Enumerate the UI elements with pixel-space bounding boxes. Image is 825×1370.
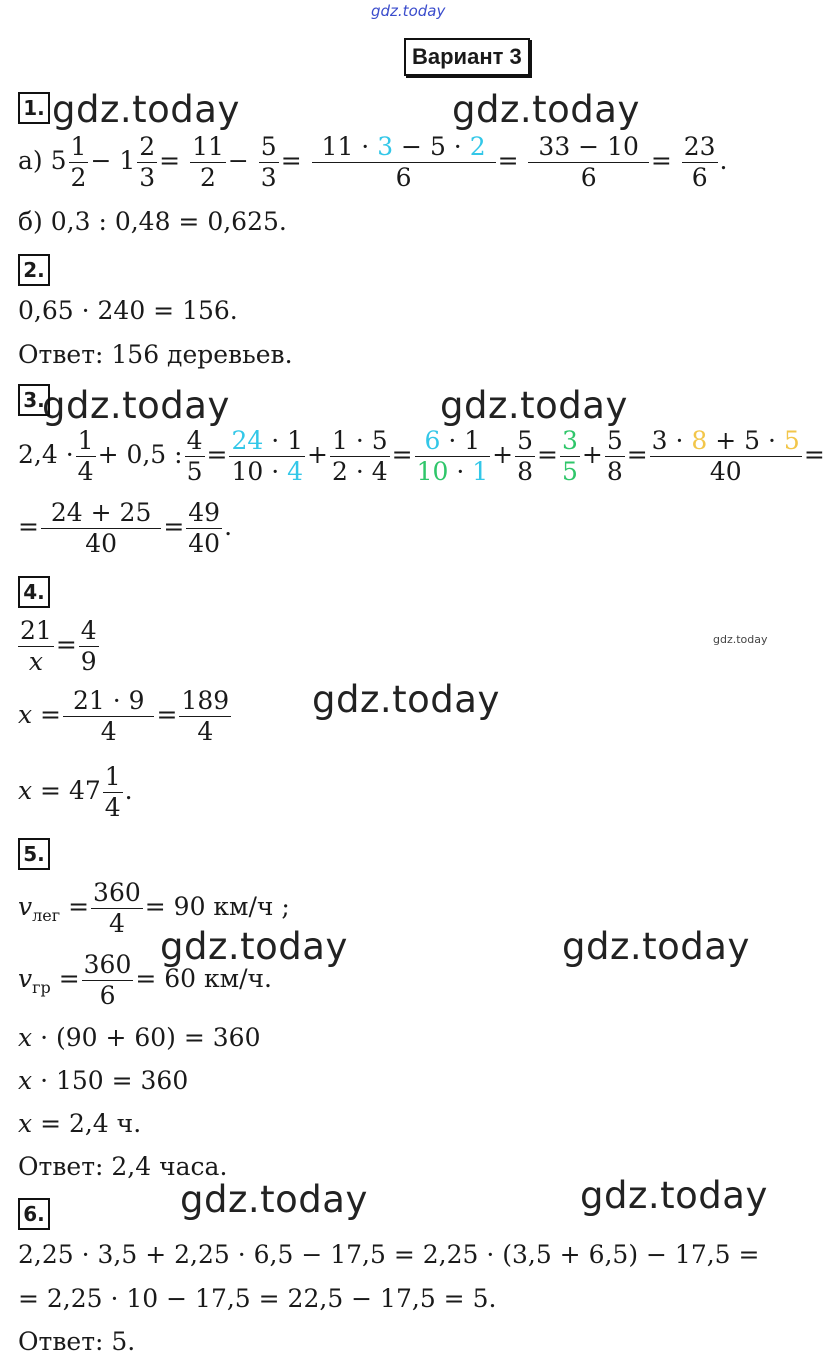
problem-3-line-1: 2,4 · $\frac{1}{4}$ + 0,5 : $\frac{4}{5}$ = $\frac{24 \cdot 1}{10 \cdot 4}$ + $\frac{1 \cdot 5}{2 \cdot 4}$ = $\frac{6 \cdot 1}{10 \cdot 1}$ + $\frac{5}{8}$ = $\frac{3}{5}$ + $\frac{5}{8}$ = $\frac{3 \cdot 8 + 5 \cdot 5}{40}$ =	[18, 426, 825, 486]
watermark: gdz.today	[52, 88, 240, 131]
variant-title: Вариант 3	[404, 38, 530, 76]
problem-5-line-4: x · 150 = 360	[18, 1066, 189, 1095]
problem-5-line-1: $v_{лег}$ = $\frac{360}{4}$ = 90 км/ч ;	[18, 878, 290, 938]
problem-4-line-1: $\frac{21}{x}$ = $\frac{4}{9}$	[20, 616, 97, 676]
problem-5-answer: Ответ: 2,4 часа.	[18, 1152, 228, 1181]
problem-number-4: 4.	[18, 576, 50, 608]
problem-6-answer: Ответ: 5.	[18, 1327, 136, 1356]
problem-number-5: 5.	[18, 838, 50, 870]
watermark: gdz.today	[312, 678, 500, 721]
watermark: gdz.today	[42, 384, 230, 427]
problem-number-2: 2.	[18, 254, 50, 286]
watermark: gdz.today	[452, 88, 640, 131]
problem-6-line-2: = 2,25 · 10 − 17,5 = 22,5 − 17,5 = 5.	[18, 1284, 497, 1313]
problem-4-line-3: x = 47 $\frac{1}{4}$ .	[18, 762, 133, 822]
watermark: gdz.today	[562, 925, 750, 968]
problem-2-answer: Ответ: 156 деревьев.	[18, 340, 293, 369]
problem-6-line-1: 2,25 · 3,5 + 2,25 · 6,5 − 17,5 = 2,25 · (3,5 + 6,5) − 17,5 =	[18, 1240, 760, 1269]
problem-number-3: 3.	[18, 384, 50, 416]
problem-1-b-line: б) 0,3 : 0,48 = 0,625.	[18, 207, 287, 236]
problem-number-1: 1.	[18, 92, 50, 124]
problem-2-line: 0,65 · 240 = 156.	[18, 296, 238, 325]
watermark-small: gdz.today	[713, 633, 768, 646]
problem-5-line-3: x · (90 + 60) = 360	[18, 1023, 261, 1052]
problem-1-a-line: а) 5 $\frac{1}{2}$ − 1 $\frac{2}{3}$ = $\frac{11}{2}$ − $\frac{5}{3}$ = $\frac{11 \cdot 3 - 5 \cdot 2}{6}$ = $\frac{33 - 10}{6}$ = $\frac{23}{6}$ .	[18, 132, 728, 192]
problem-5-line-5: x = 2,4 ч.	[18, 1109, 142, 1138]
watermark: gdz.today	[580, 1174, 768, 1217]
problem-3-line-2: = $\frac{24 + 25}{40}$ = $\frac{49}{40}$ .	[18, 498, 233, 558]
watermark: gdz.today	[440, 384, 628, 427]
problem-5-line-2: $v_{гр}$ = $\frac{360}{6}$ = 60 км/ч.	[18, 950, 272, 1010]
watermark: gdz.today	[180, 1178, 368, 1221]
problem-number-6: 6.	[18, 1198, 50, 1230]
watermark: gdz.today	[160, 925, 348, 968]
problem-4-line-2: x = $\frac{21 \cdot 9}{4}$ = $\frac{189}{4}$	[18, 686, 230, 746]
watermark-top: gdz.today	[371, 2, 446, 20]
